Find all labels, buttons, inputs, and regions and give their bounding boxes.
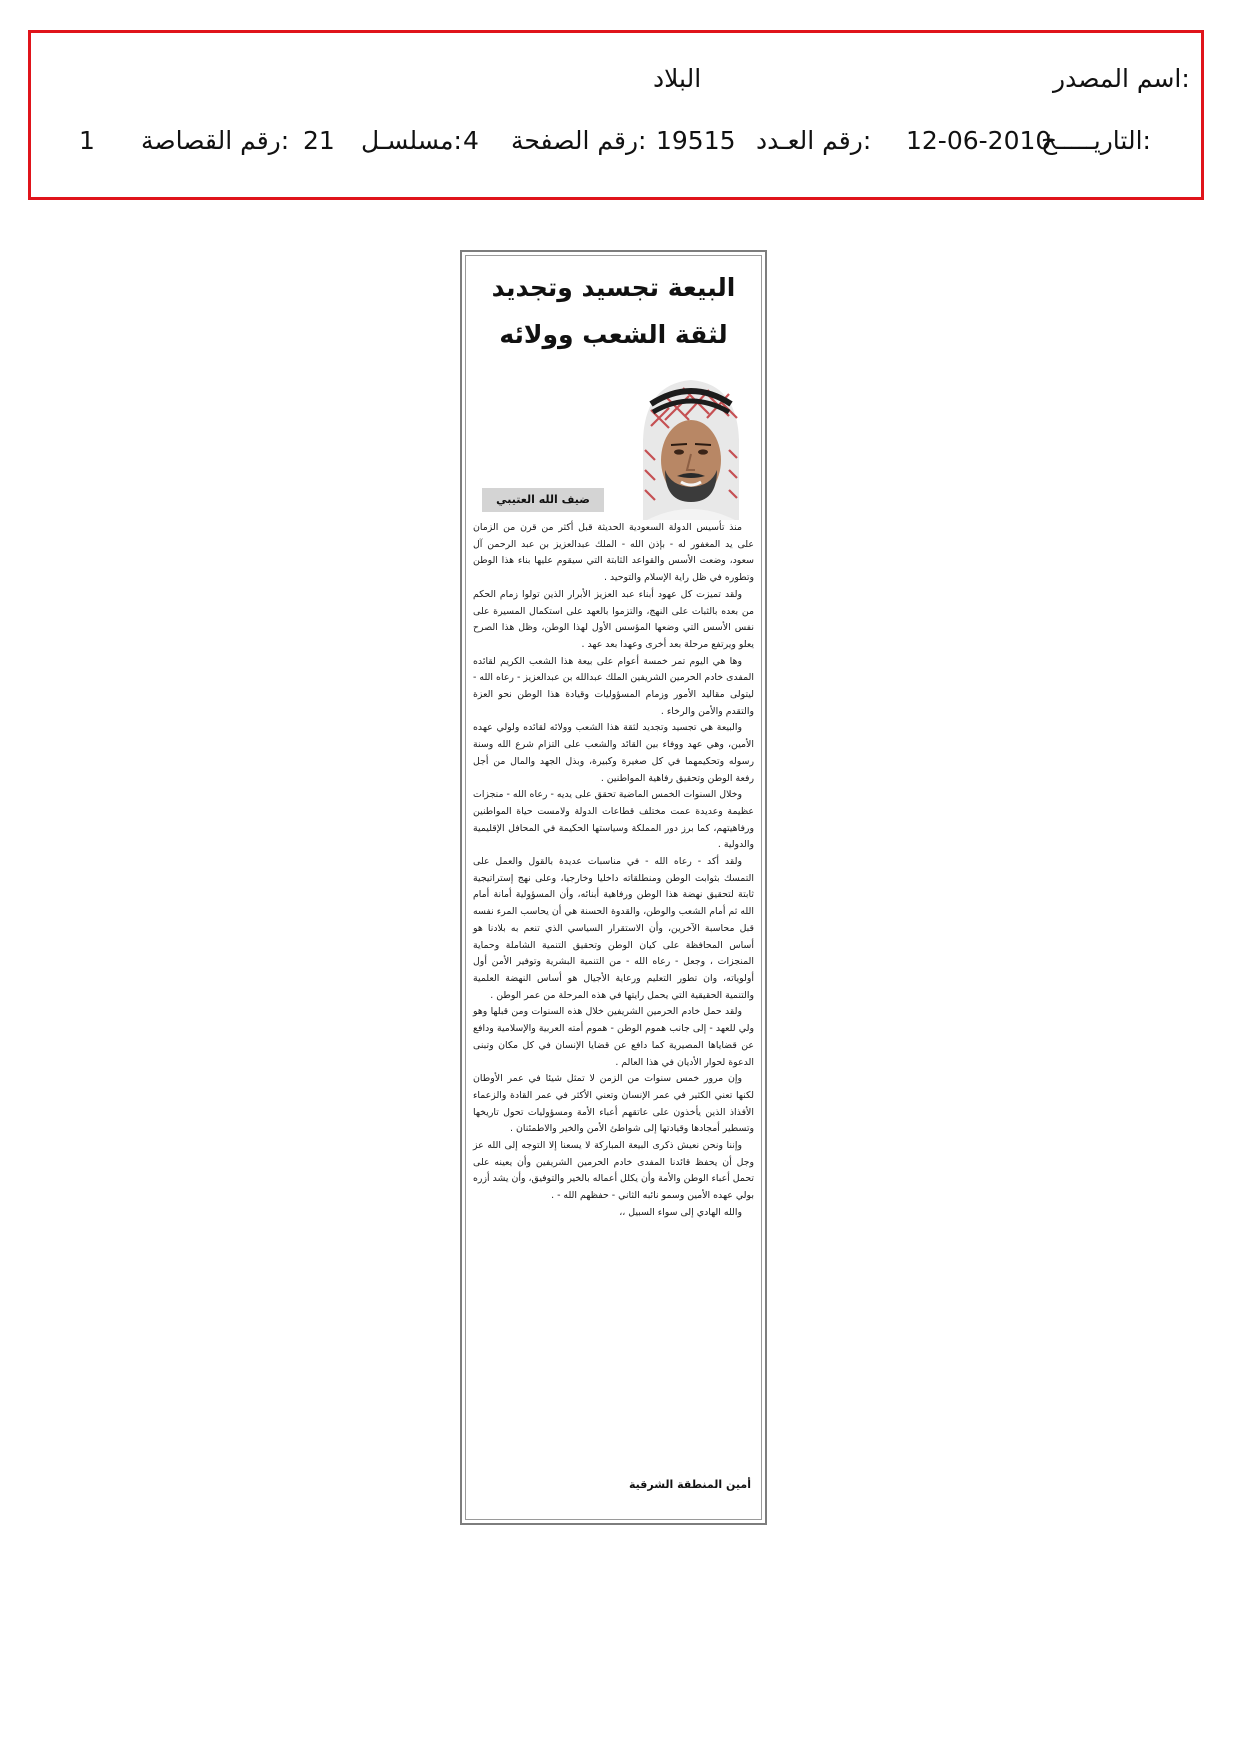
- article-paragraph: والله الهادي إلى سواء السبيل ،،: [619, 1206, 742, 1218]
- article-paragraph: وخلال السنوات الخمس الماضية تحقق على يديه - رعاه الله - منجزات عظيمة وعديدة عمت مختلف قطاعات الدولة ولامست حياة المواطنين ورفاهيتهم، كما برز دور المملكة وسياستها الحكيمة في المحافل الإقليمية والدولية .: [473, 789, 754, 851]
- article-paragraph: وها هي اليوم تمر خمسة أعوام على بيعة هذا الشعب الكريم لقائده المفدى خادم الحرمين الشريفين الملك عبدالله بن عبدالعزيز - رعاه الله - ليتولى مقاليد الأمور وزمام المسؤوليات وقيادة هذا الوطن نحو العزة والتقدم والأمن والرخاء .: [473, 655, 754, 717]
- article-paragraph: وإن مرور خمس سنوات من الزمن لا تمثل شيئا في عمر الأوطان لكنها تعني الكثير في عمر الإنسان وتعني الأكثر في عمر القادة والزعماء الأفذاذ الذين يأخذون على عاتقهم أعباء الأمة ومسؤوليات تحول تاريخها وتسطير أمجادها وقيادتها إلى شواطئ الأمن والخير والاطمئنان .: [473, 1073, 754, 1135]
- article-clipping: [460, 250, 767, 1525]
- article-paragraph: ولقد أكد - رعاه الله - في مناسبات عديدة بالقول والعمل على التمسك بثوابت الوطن ومنطلقاته داخليا وخارجيا، وعلى نهج إستراتيجية ثابتة لتحقيق نهضة هذا الوطن ورفاهية أبنائه، وأن المسؤولية أمانة أمام الله ثم أمام الشعب والوطن، والقدوة الحسنة هي أن يحاسب المرء نفسه قبل محاسبة الآخرين، وأن الاستقرار السياسي الذي تنعم به بلادنا هو أساس المحافظة على كيان الوطن وتحقيق التنمية الشاملة وحماية المنجزات ، وجعل - رعاه الله - من التنمية البشرية وتوفير الأمن أول أولوياته، وان تطور التعليم ورعاية الأجيال هو أساس النهضة العلمية والتنمية الحقيقية التي يحمل رايتها في هذه المرحلة من عمر الوطن .: [473, 856, 754, 1001]
- date-value: 12-06-2010: [906, 126, 1052, 155]
- article-title-line: البيعة تجسيد وتجديد: [491, 273, 736, 302]
- clipping-label: رقم القصاصة:: [141, 126, 290, 155]
- serial-label: مسلسـل:: [361, 126, 462, 155]
- page-value: 4: [463, 126, 479, 155]
- serial-value: 21: [303, 126, 335, 155]
- article-paragraph: والبيعة هي تجسيد وتجديد لثقة هذا الشعب وولائه لقائده ولولي عهده الأمين، وهي عهد ووفاء بين القائد والشعب على التزام شرع الله وسنة رسوله وتحكيمهما في كل صغيرة وكبيرة، وبذل الجهد والمال من أجل رفعة الوطن وتحقيق رفاهية المواطنين .: [473, 722, 754, 784]
- article-paragraph: وإننا ونحن نعيش ذكرى البيعة المباركة لا يسعنا إلا التوجه إلى الله عز وجل أن يحفظ قائدنا المفدى خادم الحرمين الشريفين وأن يعينه على تحمل أعباء الوطن والأمة وأن يكلل أعماله بالخير والتوفيق، وأن يشد أزره بولي عهده الأمين وسمو نائبه الثاني - حفظهم الله - .: [473, 1140, 754, 1202]
- page-label: رقم الصفحة:: [511, 126, 647, 155]
- source-label: اسم المصدر:: [1053, 64, 1190, 93]
- clipping-value: 1: [79, 126, 95, 155]
- author-name: ضيف الله العتيبي: [482, 488, 604, 512]
- author-signature: أمين المنطقة الشرقية: [629, 1478, 751, 1491]
- author-photo: [625, 370, 755, 520]
- article-paragraph: ولقد تميزت كل عهود أبناء عبد العزيز الأبرار الذين تولوا زمام الحكم من بعده بالثبات على النهج، والتزموا بالعهد على استكمال المسيرة على نفس الأسس التي وضعها المؤسس الأول لهذا الوطن، وظل هذا الصرح يعلو ويرتفع مرحلة بعد أخرى وعهدا بعد عهد .: [473, 588, 754, 650]
- article-paragraph: منذ تأسيس الدولة السعودية الحديثة قبل أكثر من قرن من الزمان على يد المغفور له - بإذن الله - الملك عبدالعزيز بن عبد الرحمن آل سعود، وضعت الأسس والقواعد الثابتة التي سيقوم عليها بناء هذا الوطن وتطوره في ظل راية الإسلام والتوحيد .: [473, 522, 754, 584]
- issue-label: رقم العـدد:: [756, 126, 872, 155]
- source-info-box: [28, 30, 1204, 200]
- issue-value: 19515: [656, 126, 736, 155]
- source-value: البلاد: [653, 64, 702, 93]
- article-title: [472, 264, 755, 358]
- date-label: التاريـــــخ:: [1041, 126, 1151, 155]
- article-title-line: لثقة الشعب وولائه: [499, 320, 728, 349]
- article-body: [473, 520, 754, 1222]
- article-paragraph: ولقد حمل خادم الحرمين الشريفين خلال هذه السنوات ومن قبلها وهو ولي للعهد - إلى جانب هموم الوطن - هموم أمته العربية والإسلامية ودافع عن قضاياها المصيرية كما دافع عن قضايا الإنسان في كل مكان وتبنى الدعوة لحوار الأديان في هذا العالم .: [473, 1006, 754, 1068]
